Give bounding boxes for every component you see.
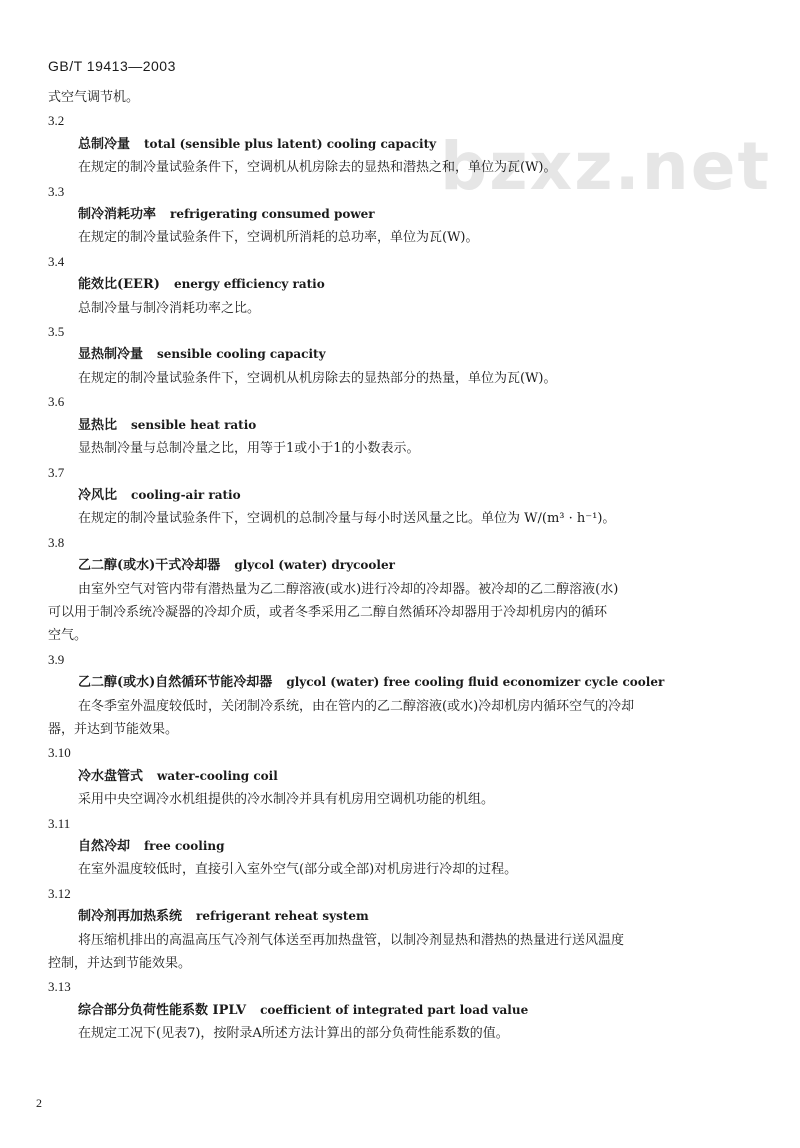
definition-text: 控制，并达到节能效果。 bbox=[48, 956, 192, 972]
definition-text: 在规定的制冷量试验条件下，空调机从机房除去的显热部分的热量，单位为瓦(W)。 bbox=[78, 370, 557, 386]
term-heading bbox=[48, 484, 753, 507]
definition-text: 在规定工况下(见表7)，按附录A所述方法计算出的部分负荷性能系数的值。 bbox=[78, 1026, 509, 1042]
section-number: 3.3 bbox=[48, 183, 65, 199]
definition-sections bbox=[48, 109, 753, 1045]
term-english: refrigerant reheat system bbox=[196, 909, 369, 924]
term-english: sensible heat ratio bbox=[131, 417, 257, 432]
term-heading bbox=[48, 765, 753, 788]
section-number: 3.7 bbox=[48, 464, 65, 480]
term-english: glycol (water) drycooler bbox=[234, 558, 395, 573]
term-heading bbox=[48, 133, 753, 156]
definition-text: 将压缩机排出的高温高压气冷剂气体送至再加热盘管，以制冷剂显热和潜热的热量进行送风温度 bbox=[78, 932, 625, 948]
term-chinese: 制冷消耗功率 bbox=[78, 207, 157, 223]
term-chinese: 冷水盘管式 bbox=[78, 768, 144, 784]
term-heading bbox=[48, 203, 753, 226]
term-chinese: 显热制冷量 bbox=[78, 347, 144, 363]
term-chinese: 自然冷却 bbox=[78, 839, 131, 854]
term-english: energy efficiency ratio bbox=[173, 277, 325, 292]
definition-text: 在规定的制冷量试验条件下，空调机所消耗的总功率，单位为瓦(W)。 bbox=[78, 230, 479, 246]
term-english: free cooling bbox=[144, 839, 225, 853]
definition-text: 采用中央空调冷水机组提供的冷水制冷并具有机房用空调机功能的机组。 bbox=[78, 792, 495, 808]
definition-text: 在规定的制冷量试验条件下，空调机的总制冷量与每小时送风量之比。单位为 W/(m³ · h⁻¹)。 bbox=[78, 511, 616, 527]
definition-text: 由室外空气对管内带有潜热量为乙二醇溶液(或水)进行冷却的冷却器。被冷却的乙二醇溶液(水) bbox=[78, 581, 619, 597]
section-number: 3.10 bbox=[48, 745, 71, 761]
section-number: 3.6 bbox=[48, 394, 65, 410]
definition-text: 总制冷量与制冷消耗功率之比。 bbox=[78, 300, 261, 316]
term-chinese: 制冷剂再加热系统 bbox=[78, 909, 183, 925]
continuation-text: 式空气调节机。 bbox=[48, 90, 140, 105]
definition-text: 可以用于制冷系统冷凝器的冷却介质，或者冬季采用乙二醇自然循环冷却器用于冷却机房内的循环 bbox=[48, 604, 608, 620]
section-number: 3.11 bbox=[48, 815, 71, 831]
term-english: glycol (water) free cooling fluid economizer cycle cooler bbox=[286, 675, 665, 690]
term-heading bbox=[48, 273, 753, 296]
section-number: 3.13 bbox=[48, 979, 71, 995]
term-english: refrigerating consumed power bbox=[170, 207, 375, 222]
standard-number-header: GB/T 19413—2003 bbox=[48, 58, 176, 74]
definition-text: 空气。 bbox=[48, 628, 88, 644]
term-heading bbox=[48, 343, 753, 366]
term-heading bbox=[48, 905, 753, 928]
section-number: 3.8 bbox=[48, 534, 65, 550]
section-number: 3.9 bbox=[48, 651, 65, 667]
section-number: 3.5 bbox=[48, 324, 65, 340]
term-heading bbox=[48, 414, 753, 437]
term-chinese: 综合部分负荷性能系数 IPLV bbox=[78, 1002, 247, 1018]
term-english: total (sensible plus latent) cooling capacity bbox=[144, 136, 437, 151]
term-heading bbox=[48, 999, 753, 1022]
section-number: 3.4 bbox=[48, 253, 65, 269]
term-chinese: 能效比(EER) bbox=[78, 277, 160, 293]
term-chinese: 冷风比 bbox=[78, 487, 118, 503]
term-chinese: 总制冷量 bbox=[78, 136, 131, 152]
term-chinese: 乙二醇(或水)干式冷却器 bbox=[78, 558, 221, 574]
watermark-logo: bzxz.net bbox=[440, 128, 772, 205]
definition-text: 在规定的制冷量试验条件下，空调机从机房除去的显热和潜热之和，单位为瓦(W)。 bbox=[78, 160, 557, 176]
section-number: 3.12 bbox=[48, 885, 71, 901]
term-heading bbox=[48, 671, 753, 694]
term-english: water-cooling coil bbox=[157, 768, 278, 783]
page-number: 2 bbox=[36, 1096, 42, 1110]
term-english: cooling-air ratio bbox=[131, 487, 241, 502]
definition-text: 器，并达到节能效果。 bbox=[48, 721, 179, 737]
definition-text: 在冬季室外温度较低时，关闭制冷系统，由在管内的乙二醇溶液(或水)冷却机房内循环空气的冷却 bbox=[78, 698, 635, 714]
definition-text: 显热制冷量与总制冷量之比，用等于1或小于1的小数表示。 bbox=[78, 441, 420, 457]
term-heading bbox=[48, 835, 753, 858]
term-english: coefficient of integrated part load value bbox=[260, 1002, 529, 1017]
term-english: sensible cooling capacity bbox=[157, 347, 326, 362]
definition-text: 在室外温度较低时，直接引入室外空气(部分或全部)对机房进行冷却的过程。 bbox=[78, 862, 518, 878]
section-number: 3.2 bbox=[48, 113, 65, 129]
document-body bbox=[48, 86, 753, 1046]
term-chinese: 乙二醇(或水)自然循环节能冷却器 bbox=[78, 675, 273, 691]
term-chinese: 显热比 bbox=[78, 417, 118, 433]
term-heading bbox=[48, 554, 753, 577]
